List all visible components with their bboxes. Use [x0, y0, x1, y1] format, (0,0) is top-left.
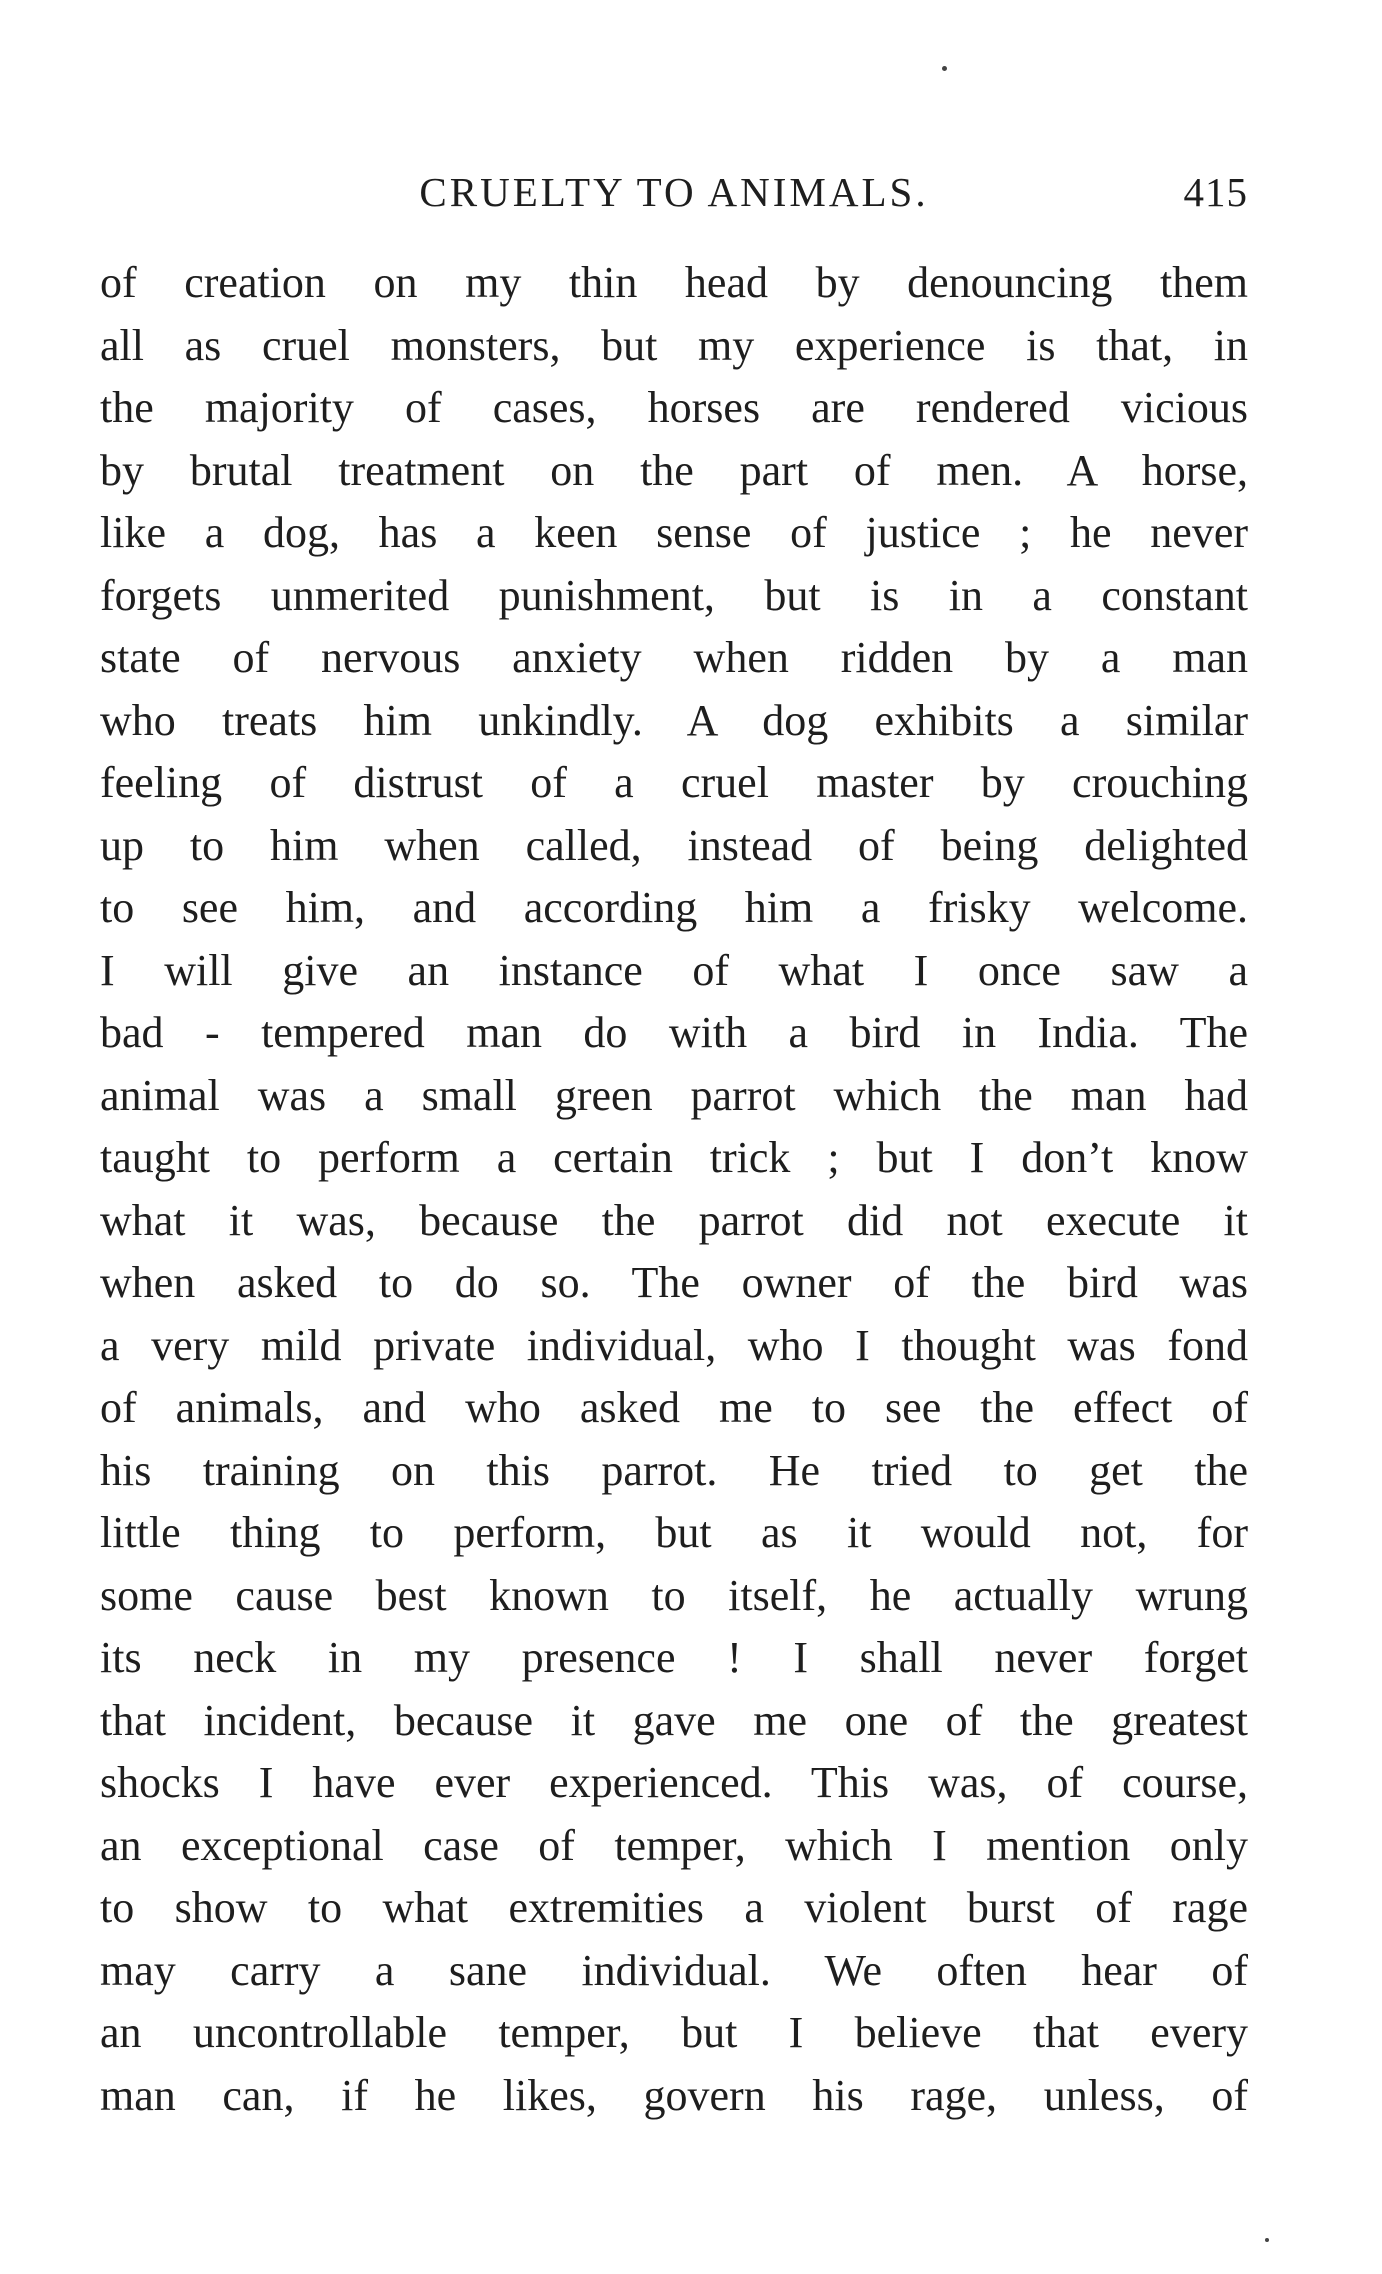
text-line: an exceptional case of temper, which I mention only [100, 1820, 1248, 1870]
text-line: when asked to do so. The owner of the bird was [100, 1258, 1248, 1307]
text-line: by brutal treatment on the part of men. A horse, [100, 445, 1248, 495]
text-line: I will give an instance of what I once saw a [100, 945, 1248, 995]
text-line: bad - tempered man do with a bird in India. The [100, 1008, 1248, 1057]
text-line: some cause best known to itself, he actually wrung [100, 1570, 1248, 1620]
running-title: CRUELTY TO ANIMALS. [419, 169, 929, 215]
text-line: animal was a small green parrot which the man had [100, 1070, 1248, 1120]
text-line: a very mild private individual, who I thought was fond [100, 1320, 1248, 1370]
text-line: man can, if he likes, govern his rage, unless, of [100, 2070, 1248, 2120]
text-line: an uncontrollable temper, but I believe that every [100, 2008, 1248, 2057]
text-line: the majority of cases, horses are rendered vicious [100, 383, 1248, 432]
page-header [100, 162, 1248, 222]
scan-speck [942, 66, 947, 71]
text-line: state of nervous anxiety when ridden by a man [100, 633, 1248, 682]
text-line: little thing to perform, but as it would not, for [100, 1508, 1248, 1557]
text-line: all as cruel monsters, but my experience is that, in [100, 320, 1248, 370]
text-line: may carry a sane individual. We often hear of [100, 1945, 1248, 1995]
text-line: forgets unmerited punishment, but is in a constant [100, 570, 1248, 620]
text-line: its neck in my presence ! I shall never forget [100, 1633, 1248, 1682]
text-line: taught to perform a certain trick ; but I don’t know [100, 1133, 1248, 1182]
text-line: what it was, because the parrot did not execute it [100, 1195, 1248, 1245]
text-line: like a dog, has a keen sense of justice ; he never [100, 508, 1248, 557]
text-line: of animals, and who asked me to see the effect of [100, 1383, 1248, 1432]
text-line: of creation on my thin head by denouncing them [100, 258, 1248, 307]
text-line: his training on this parrot. He tried to get the [100, 1445, 1248, 1495]
text-line: shocks I have ever experienced. This was, of course, [100, 1758, 1248, 1807]
text-line: feeling of distrust of a cruel master by crouching [100, 758, 1248, 807]
page-number: 415 [1183, 169, 1248, 215]
text-line: to see him, and according him a frisky welcome. [100, 883, 1248, 932]
text-line: who treats him unkindly. A dog exhibits a similar [100, 695, 1248, 745]
text-line: to show to what extremities a violent burst of rage [100, 1883, 1248, 1932]
scan-speck [1265, 2238, 1269, 2242]
text-line: that incident, because it gave me one of the greatest [100, 1695, 1248, 1745]
body-text [100, 252, 1248, 2127]
text-line: up to him when called, instead of being delighted [100, 820, 1248, 870]
